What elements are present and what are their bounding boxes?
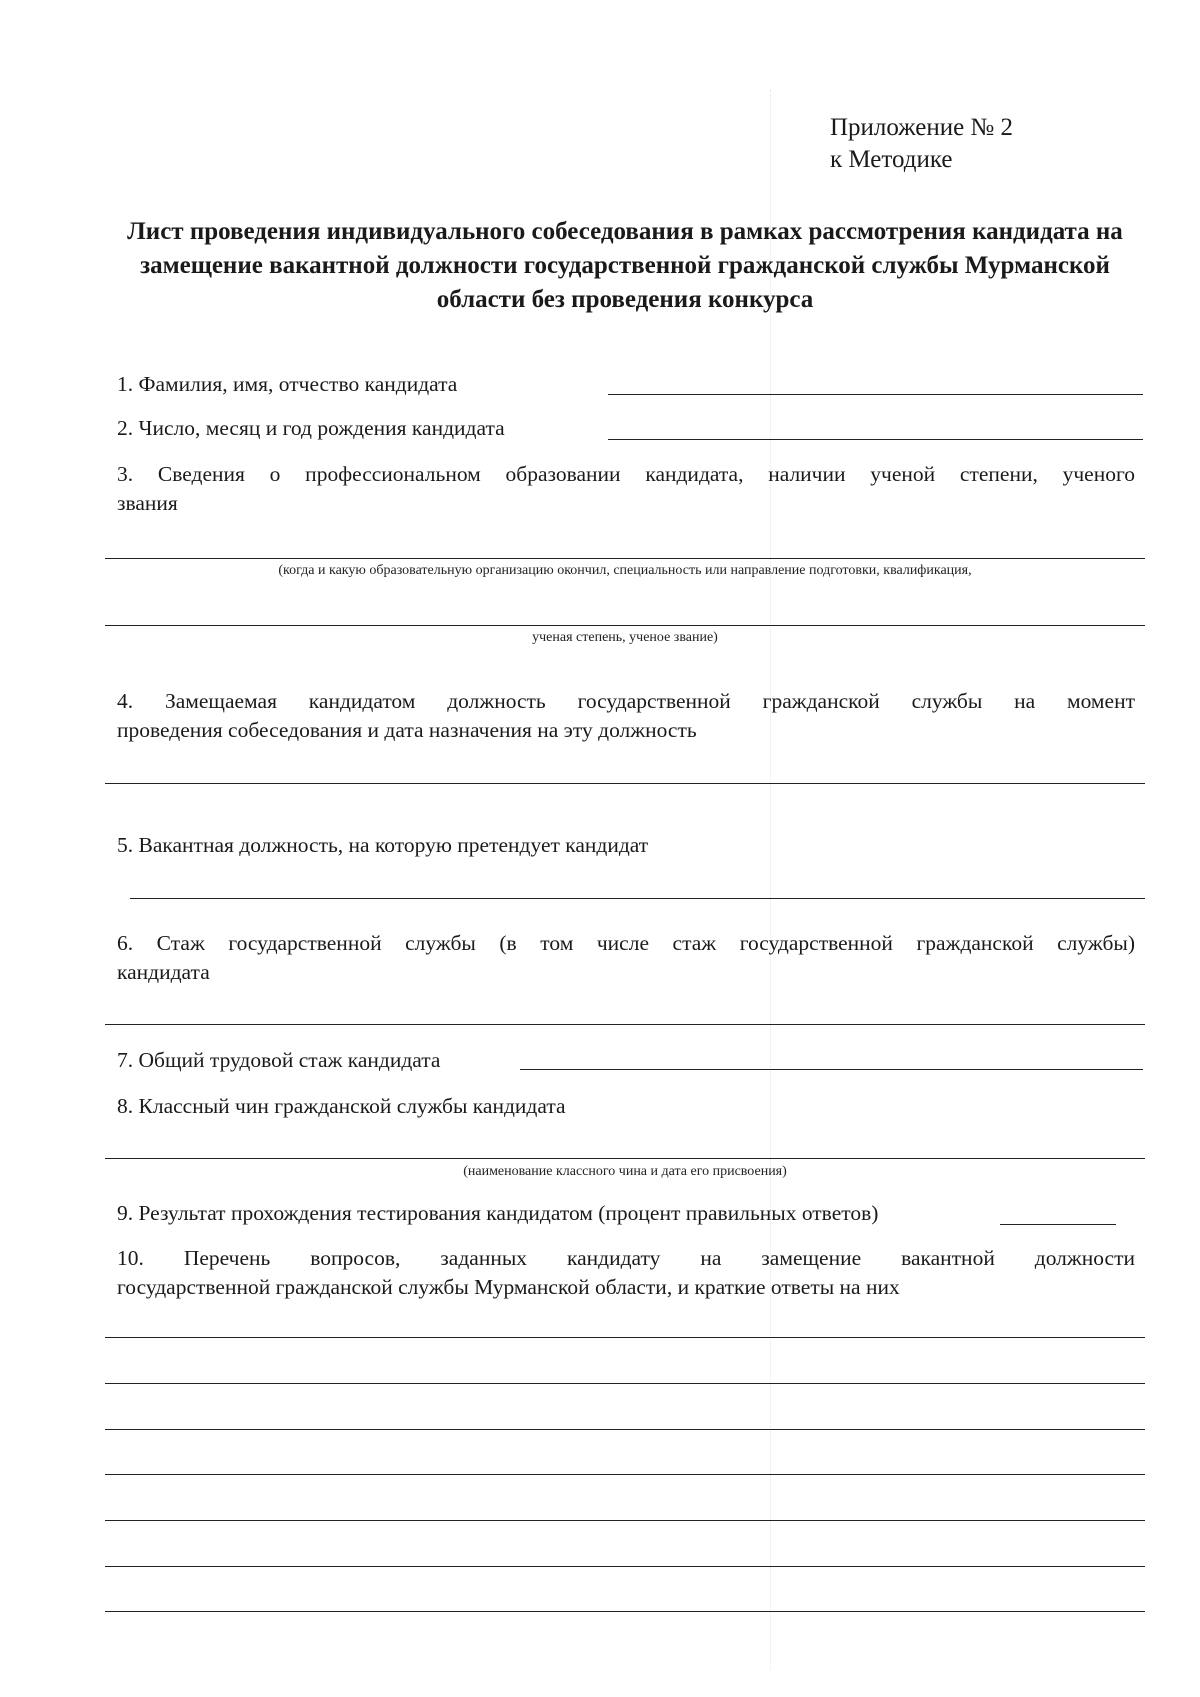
item-3-field-2[interactable]: [105, 625, 1145, 626]
document-title: Лист проведения индивидуального собеседования в рамках рассмотрения кандидата на замещение вакантной должности государственной гражданской службы Мурманской области без проведения конкурса: [127, 218, 1123, 313]
scan-artifact: [770, 90, 771, 1670]
item-1-field[interactable]: [608, 394, 1143, 395]
item-10-answer-line-3[interactable]: [105, 1429, 1145, 1430]
item-4-label-line1: 4. Замещаемая кандидатом должность государственной гражданской службы на момент: [117, 689, 1135, 713]
item-5-field[interactable]: [130, 898, 1145, 899]
item-10-answer-line-6[interactable]: [105, 1566, 1145, 1567]
item-8-field[interactable]: [105, 1158, 1145, 1159]
appendix-reference: к Методике: [830, 146, 953, 173]
item-7-field[interactable]: [520, 1069, 1143, 1070]
item-1-label: 1. Фамилия, имя, отчество кандидата: [117, 372, 458, 396]
item-10-answer-line-1[interactable]: [105, 1337, 1145, 1338]
item-6-label-line1: 6. Стаж государственной службы (в том числе стаж государственной гражданской службы): [117, 931, 1135, 955]
item-3-hint-1: (когда и какую образовательную организацию окончил, специальность или направление подготовки, квалификация,: [278, 563, 972, 578]
item-5-label: 5. Вакантная должность, на которую претендует кандидат: [117, 833, 649, 857]
item-10-label-line1: 10. Перечень вопросов, заданных кандидату на замещение вакантной должности: [117, 1246, 1135, 1270]
item-10-answer-line-7[interactable]: [105, 1611, 1145, 1612]
item-6-label-line2: кандидата: [117, 960, 210, 984]
item-4-label-line2: проведения собеседования и дата назначения на эту должность: [117, 718, 697, 742]
item-10-answer-line-2[interactable]: [105, 1383, 1145, 1384]
item-6-field[interactable]: [105, 1024, 1145, 1025]
item-2-field[interactable]: [608, 439, 1143, 440]
item-8-label: 8. Классный чин гражданской службы кандидата: [117, 1094, 566, 1118]
appendix-header: [830, 112, 1013, 176]
item-10-label-line2: государственной гражданской службы Мурманской области, и краткие ответы на них: [117, 1275, 900, 1299]
item-3-label-line2: звания: [117, 491, 178, 515]
item-4-field[interactable]: [105, 783, 1145, 784]
item-10-answer-line-5[interactable]: [105, 1520, 1145, 1521]
item-9-field[interactable]: [1000, 1224, 1116, 1225]
item-3-label-line1: 3. Сведения о профессиональном образовании кандидата, наличии ученой степени, ученого: [117, 462, 1135, 486]
item-8-hint: (наименование классного чина и дата его присвоения): [463, 1164, 787, 1179]
item-10-answer-line-4[interactable]: [105, 1474, 1145, 1475]
item-3-field-1[interactable]: [105, 558, 1145, 559]
item-7-label: 7. Общий трудовой стаж кандидата: [117, 1048, 441, 1072]
appendix-number: Приложение № 2: [830, 114, 1014, 141]
item-2-label: 2. Число, месяц и год рождения кандидата: [117, 416, 505, 440]
item-3-hint-2: ученая степень, ученое звание): [532, 630, 718, 645]
item-9-label: 9. Результат прохождения тестирования кандидатом (процент правильных ответов): [117, 1201, 879, 1225]
